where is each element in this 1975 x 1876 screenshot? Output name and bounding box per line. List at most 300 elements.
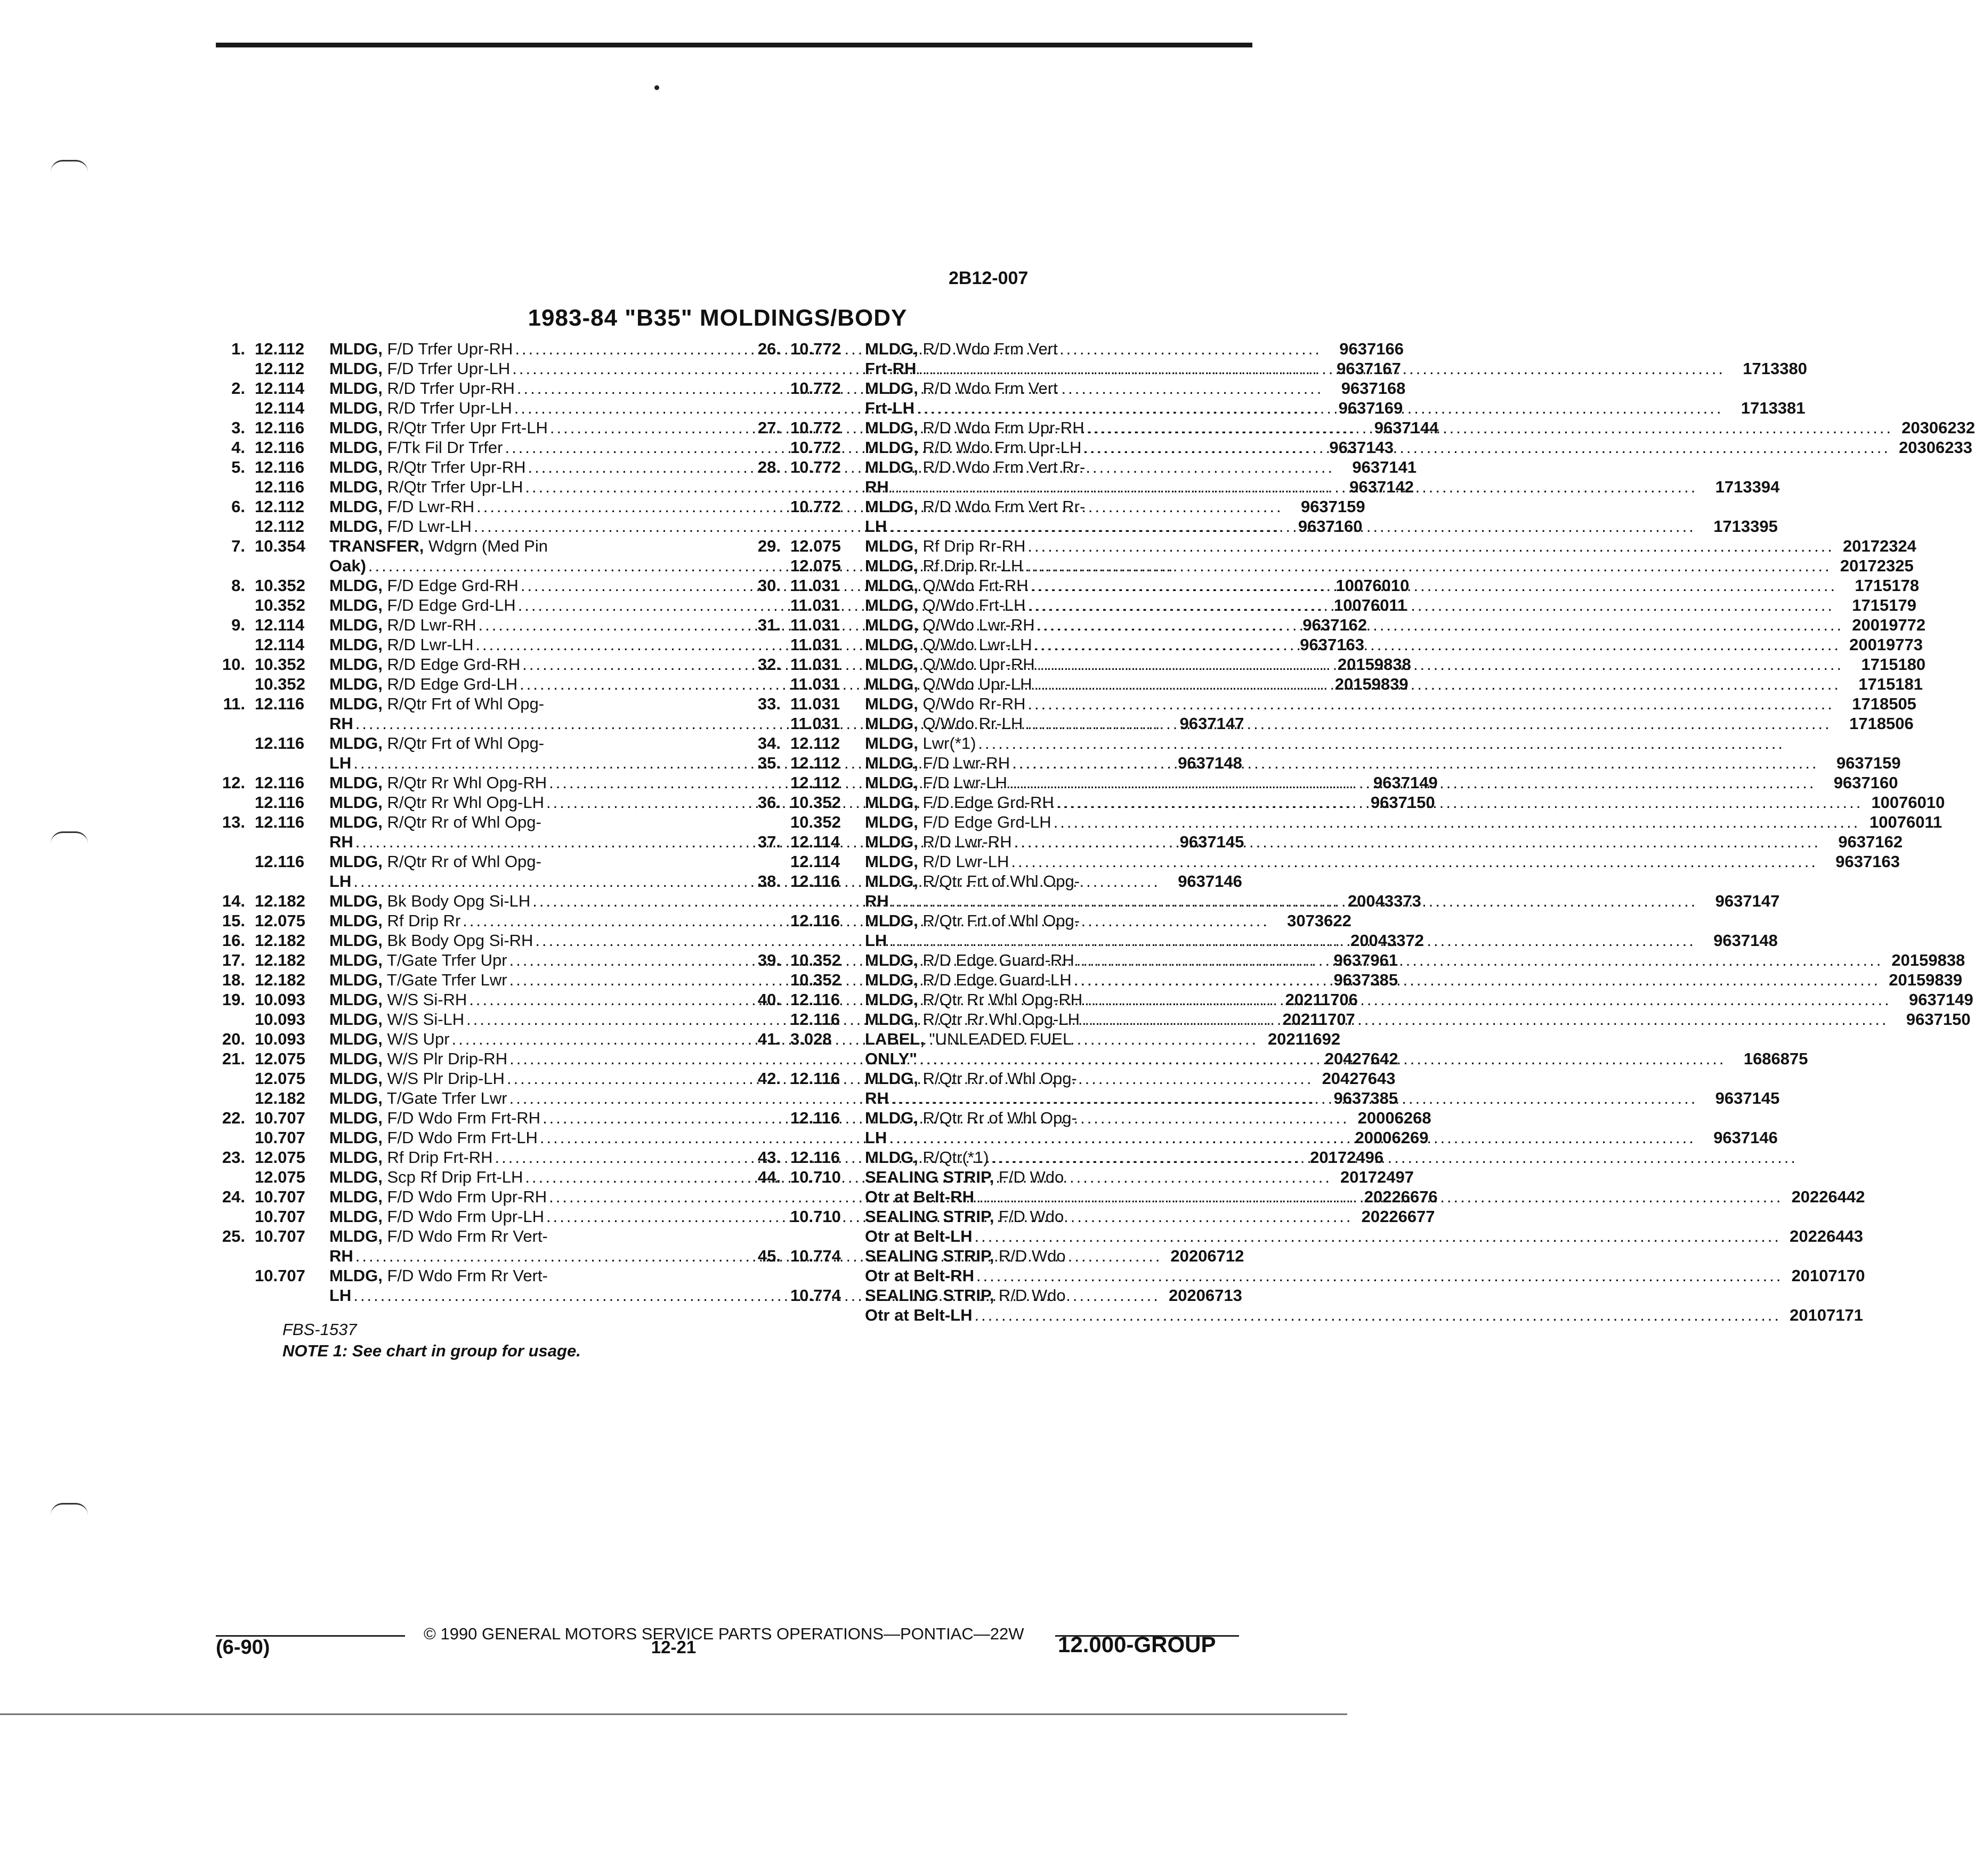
ref-number: 41.	[757, 1030, 781, 1048]
description-text	[865, 852, 1009, 871]
part-detail: Wdgrn (Med Pin	[424, 537, 548, 555]
part-number: 9637385	[1333, 971, 1398, 989]
ref-number	[743, 635, 781, 654]
parts-entry	[743, 1285, 1864, 1325]
leader-dots	[1031, 576, 1838, 595]
ref-number	[208, 1069, 245, 1088]
part-name: MLDG,	[329, 773, 383, 792]
part-name: MLDG,	[329, 339, 383, 358]
part-number: 9637169	[1338, 399, 1403, 417]
description-line	[865, 871, 1779, 891]
description-text	[329, 418, 548, 438]
part-detail: R/Qtr Rr of Whl Opg-	[918, 1069, 1077, 1088]
part-name: TRANSFER,	[329, 537, 424, 555]
part-name: MLDG,	[329, 1010, 383, 1029]
ref-number	[743, 773, 781, 793]
group-number: 12.116	[255, 694, 305, 713]
part-detail-continued: Oak)	[329, 556, 366, 575]
description-text	[329, 911, 460, 931]
part-name: MLDG,	[329, 576, 383, 595]
description-text	[865, 1167, 1064, 1187]
part-name: MLDG,	[865, 635, 918, 654]
part-detail: R/D Trfer Upr-LH	[382, 399, 512, 417]
ref-number: 18.	[222, 971, 245, 989]
part-name: MLDG,	[865, 418, 918, 437]
part-detail: T/Gate Trfer Lwr	[382, 971, 507, 989]
part-name: MLDG,	[865, 911, 918, 930]
ref-number	[208, 398, 245, 418]
part-description	[865, 1108, 1778, 1147]
ref-number	[208, 516, 245, 536]
ref-number	[743, 1009, 781, 1029]
ref-number: 29.	[757, 537, 781, 555]
leader-dots	[1034, 635, 1841, 654]
part-number: 20006268	[1357, 1109, 1431, 1127]
part-number: 9637160	[1833, 773, 1898, 792]
part-number: 9637166	[1339, 339, 1404, 358]
description-line	[865, 1069, 1779, 1088]
leader-dots	[1037, 615, 1844, 635]
ref-number	[208, 595, 245, 615]
group-number: 11.031	[790, 655, 840, 674]
description-text	[865, 457, 1085, 477]
part-detail: W/S Si-RH	[382, 990, 467, 1009]
leader-dots	[1074, 970, 1881, 990]
part-description	[865, 457, 1779, 497]
description-line	[865, 1049, 1808, 1069]
part-detail: Rf Drip Rr-RH	[918, 537, 1026, 555]
ref-number	[208, 1009, 245, 1029]
part-description	[865, 497, 1778, 536]
part-number: 20306233	[1899, 438, 1972, 457]
group-number: 12.116	[255, 418, 305, 437]
parts-entry	[743, 1147, 1260, 1167]
part-description	[865, 556, 1914, 576]
description-line	[865, 516, 1778, 536]
group-number: 12.112	[255, 359, 305, 378]
part-detail: Q/Wdo Upr-LH	[918, 675, 1032, 693]
part-detail-continued: RH	[865, 892, 889, 910]
part-name: MLDG,	[329, 438, 383, 457]
part-name: MLDG,	[865, 694, 918, 713]
group-number: 12.075	[790, 537, 841, 555]
leader-dots	[1027, 694, 1834, 714]
description-text	[865, 911, 1080, 931]
part-detail: R/Qtr Rr of Whl Opg-	[382, 852, 541, 871]
description-text	[329, 990, 467, 1009]
leader-dots	[891, 1088, 1698, 1108]
leader-dots	[1027, 595, 1834, 615]
description-text	[329, 477, 523, 497]
usage-note: NOTE 1: See chart in group for usage.	[282, 1341, 581, 1360]
part-name: MLDG,	[865, 616, 918, 634]
part-name: SEALING STRIP,	[865, 1168, 994, 1186]
ref-number	[743, 1108, 781, 1147]
part-name: MLDG,	[865, 793, 918, 812]
ref-number: 7.	[231, 537, 245, 555]
part-detail: R/D Edge Guard-RH	[918, 951, 1074, 969]
part-description	[865, 418, 1975, 438]
part-description	[865, 753, 1901, 773]
part-detail-continued: RH	[329, 832, 353, 851]
group-number: 12.116	[790, 1148, 840, 1167]
part-name: MLDG,	[865, 596, 918, 614]
group-number: 12.114	[255, 399, 305, 417]
part-detail: Bk Body Opg Si-LH	[382, 892, 531, 910]
description-text	[329, 457, 526, 477]
part-name: MLDG,	[329, 1148, 383, 1167]
parts-entry	[743, 694, 1916, 714]
part-detail: F/D Wdo Frm Frt-RH	[382, 1109, 541, 1127]
part-detail-continued: RH	[329, 714, 353, 733]
ref-number	[208, 1266, 245, 1305]
part-description	[865, 793, 1945, 812]
group-number: 12.116	[255, 813, 305, 831]
description-line	[865, 1266, 1865, 1285]
description-line	[865, 654, 1925, 674]
description-text	[865, 339, 1058, 359]
part-detail-continued: Otr at Belt-RH	[865, 1187, 974, 1206]
description-line	[865, 733, 1867, 753]
part-detail: Q/Wdo Frt-LH	[918, 596, 1026, 614]
description-line	[865, 1167, 1865, 1187]
part-detail-continued: Frt-RH	[865, 359, 917, 378]
part-detail: F/D Edge Grd-RH	[918, 793, 1054, 812]
part-name: MLDG,	[329, 1049, 383, 1068]
description-line	[865, 753, 1901, 773]
group-number: 12.182	[255, 892, 305, 910]
description-text	[865, 793, 1054, 812]
part-detail: R/Qtr Rr of Whl Opg-	[382, 813, 541, 831]
part-detail-continued: RH	[865, 478, 889, 496]
part-number: 20159838	[1891, 951, 1965, 969]
group-number: 12.116	[255, 734, 305, 753]
ref-number	[743, 556, 781, 576]
description-text	[329, 536, 548, 556]
description-text	[865, 970, 1072, 990]
part-name: MLDG,	[329, 399, 383, 417]
part-detail: F/D Lwr-RH	[918, 754, 1010, 772]
part-description	[865, 990, 1973, 1009]
description-text	[865, 714, 1023, 733]
ref-number	[208, 1128, 245, 1147]
part-name: MLDG,	[329, 1109, 383, 1127]
ref-number: 27.	[757, 418, 781, 437]
part-number: 20206713	[1168, 1286, 1242, 1305]
part-description	[865, 950, 1965, 970]
part-description	[865, 733, 1867, 753]
ref-number: 2.	[231, 379, 245, 398]
catalog-code: 2B12-007	[949, 268, 1029, 288]
group-number: 10.352	[790, 793, 841, 812]
part-detail: R/Qtr Trfer Upr-RH	[382, 458, 526, 476]
group-number: 10.772	[790, 379, 841, 398]
part-name: MLDG,	[865, 990, 918, 1009]
part-description	[865, 1029, 1808, 1069]
group-number: 10.093	[255, 990, 305, 1009]
part-name: MLDG,	[329, 635, 383, 654]
group-number: 12.116	[790, 1069, 840, 1088]
part-detail: F/D Wdo Frm Rr Vert-	[382, 1266, 548, 1285]
leader-dots	[1087, 418, 1893, 438]
description-text	[865, 733, 976, 753]
top-rule	[216, 43, 1252, 47]
description-line	[865, 1009, 1971, 1029]
part-name: MLDG,	[865, 813, 918, 831]
part-name: MLDG,	[865, 458, 918, 476]
part-detail: R/D Wdo Frm Upr-LH	[918, 438, 1082, 457]
part-detail: Q/Wdo Lwr-RH	[918, 616, 1035, 634]
part-detail-continued: LH	[329, 754, 352, 772]
description-text	[329, 1207, 544, 1226]
description-text	[329, 733, 544, 753]
ref-number: 20.	[222, 1030, 245, 1048]
binding-mark	[51, 831, 88, 844]
ref-number: 35.	[757, 754, 781, 772]
description-text	[329, 654, 520, 674]
part-detail: T/Gate Trfer Lwr	[382, 1089, 507, 1107]
part-number: 9637146	[1178, 872, 1242, 891]
description-text	[865, 674, 1032, 694]
part-name: MLDG,	[865, 438, 918, 457]
ref-number	[743, 1207, 781, 1246]
notes	[282, 1319, 581, 1362]
part-number: 9637163	[1835, 852, 1900, 871]
part-detail: R/Qtr Frt of Whl Opg-	[918, 911, 1080, 930]
part-detail: R/D Wdo Frm Vert Rr-	[918, 497, 1086, 516]
part-description	[865, 832, 1903, 852]
description-line	[865, 477, 1779, 497]
part-description	[865, 595, 1916, 615]
part-name: LABEL,	[865, 1030, 925, 1048]
part-detail: F/D Edge Grd-RH	[382, 576, 519, 595]
part-detail: Q/Wdo Frt-RH	[918, 576, 1029, 595]
part-detail: R/D Wdo	[994, 1286, 1066, 1305]
part-name: MLDG,	[329, 616, 383, 634]
group-number: 12.112	[255, 517, 305, 536]
description-text	[865, 1207, 1064, 1226]
leader-dots	[891, 477, 1698, 497]
part-detail: Scp Rf Drip Frt-LH	[382, 1168, 523, 1186]
part-name: MLDG,	[865, 497, 918, 516]
part-number: 9637168	[1341, 379, 1406, 398]
group-number: 12.075	[255, 1148, 305, 1167]
description-line	[865, 595, 1916, 615]
part-number: 20211706	[1285, 990, 1358, 1009]
part-name: MLDG,	[329, 852, 383, 871]
description-text	[865, 576, 1029, 595]
leader-dots	[1084, 990, 1891, 1009]
group-number: 11.031	[790, 675, 840, 693]
ref-number	[208, 1088, 245, 1108]
description-text	[329, 398, 512, 418]
part-name: MLDG,	[865, 379, 918, 398]
ref-number: 12.	[222, 773, 245, 792]
part-number: 9637162	[1302, 616, 1367, 634]
description-text	[865, 694, 1025, 714]
part-detail: R/D Lwr-RH	[918, 832, 1012, 851]
leader-dots	[975, 1305, 1782, 1325]
leader-dots	[978, 733, 1785, 753]
part-detail-continued: LH	[865, 1128, 887, 1147]
leader-dots	[1082, 1009, 1889, 1029]
group-number: 10.707	[255, 1207, 305, 1226]
ref-number: 33.	[757, 694, 781, 713]
part-number: 20043373	[1347, 892, 1421, 910]
group-number: 10.707	[255, 1128, 305, 1147]
part-name: SEALING STRIP,	[865, 1286, 994, 1305]
part-detail: R/D Wdo Frm Vert Rr-	[918, 458, 1086, 476]
ref-number: 4.	[231, 438, 245, 457]
description-text	[329, 339, 513, 359]
description-text	[329, 1029, 450, 1049]
part-detail: R/D Edge Guard-LH	[918, 971, 1072, 989]
part-name: MLDG,	[865, 773, 918, 792]
description-text	[329, 1266, 548, 1285]
ref-number	[208, 793, 245, 812]
part-name: MLDG,	[329, 971, 383, 989]
leader-dots	[1009, 773, 1816, 793]
description-text	[865, 615, 1035, 635]
part-name: MLDG,	[329, 655, 383, 674]
description-line	[865, 1128, 1778, 1147]
part-detail: R/Qtr Rr of Whl Opg-	[918, 1109, 1077, 1127]
description-text	[865, 1285, 1066, 1305]
part-description	[865, 1009, 1971, 1029]
group-number: 10.352	[790, 813, 841, 831]
ref-number: 28.	[757, 458, 781, 476]
ref-number: 45.	[757, 1247, 781, 1265]
part-number: 9637167	[1337, 359, 1401, 378]
group-number: 12.075	[790, 556, 841, 575]
ref-number: 14.	[222, 892, 245, 910]
description-text	[865, 635, 1032, 654]
leader-dots	[918, 359, 1725, 378]
group-number: 12.112	[790, 734, 840, 753]
part-name: MLDG,	[329, 892, 383, 910]
part-number: 9637159	[1836, 754, 1901, 772]
leader-dots	[891, 891, 1698, 911]
description-text	[865, 536, 1025, 556]
ref-number: 36.	[757, 793, 781, 812]
group-number: 12.114	[790, 832, 840, 851]
part-name: MLDG,	[865, 339, 918, 358]
binding-mark	[51, 1503, 88, 1515]
description-text	[865, 812, 1051, 832]
part-number: 20159838	[1337, 655, 1411, 674]
description-text	[865, 1108, 1077, 1128]
group-number: 10.352	[255, 675, 305, 693]
part-number: 9637147	[1179, 714, 1244, 733]
part-detail: Rf Drip Rr-LH	[918, 556, 1023, 575]
description-text	[329, 1147, 493, 1167]
group-number: 11.031	[790, 596, 840, 614]
ref-number: 26.	[757, 339, 781, 358]
part-detail: R/Qtr Rr Whl Opg-LH	[918, 1010, 1080, 1029]
part-number: 20226676	[1364, 1187, 1438, 1206]
part-name: MLDG,	[329, 478, 383, 496]
description-line	[865, 438, 1972, 457]
part-detail: R/D Wdo Frm Vert	[918, 379, 1058, 398]
part-number: 10076010	[1871, 793, 1945, 812]
part-name: MLDG,	[329, 1168, 383, 1186]
description-text	[329, 812, 541, 832]
group-number: 12.116	[790, 1109, 840, 1127]
leader-dots	[1034, 674, 1841, 694]
part-detail: R/Qtr(*1)	[918, 1148, 989, 1167]
part-detail: F/D Wdo Frm Frt-LH	[382, 1128, 538, 1147]
part-detail: F/D Wdo Frm Rr Vert-	[382, 1227, 548, 1246]
leader-dots	[1027, 536, 1834, 556]
group-number: 12.116	[255, 438, 305, 457]
part-detail: F/D Lwr-LH	[382, 517, 472, 536]
ref-number	[743, 595, 781, 615]
page-title: 1983-84 "B35" MOLDINGS/BODY	[528, 305, 908, 331]
part-description	[865, 871, 1779, 911]
group-number: 10.772	[790, 418, 841, 437]
group-number: 10.093	[255, 1010, 305, 1029]
part-detail: T/Gate Trfer Upr	[382, 951, 507, 969]
part-detail: W/S Plr Drip-RH	[382, 1049, 508, 1068]
description-text	[329, 516, 472, 536]
part-name: MLDG,	[865, 971, 918, 989]
part-name: MLDG,	[329, 951, 383, 969]
description-text	[865, 1147, 989, 1167]
description-line	[865, 714, 1914, 733]
description-text	[329, 1009, 464, 1029]
part-description	[865, 1069, 1779, 1108]
part-number: 9637146	[1713, 1128, 1778, 1147]
group-number: 12.182	[255, 971, 305, 989]
parts-entry	[743, 536, 1916, 556]
part-detail: F/D Wdo Frm Upr-LH	[382, 1207, 544, 1226]
part-detail: R/D Lwr-LH	[382, 635, 474, 654]
description-line	[865, 990, 1973, 1009]
description-line	[865, 536, 1916, 556]
description-text	[865, 418, 1084, 438]
part-number: 1713395	[1713, 517, 1778, 536]
part-name: MLDG,	[329, 990, 383, 1009]
ref-number	[743, 497, 781, 536]
leader-dots	[1056, 793, 1863, 812]
description-text	[329, 970, 507, 990]
part-description	[865, 694, 1916, 714]
part-name: MLDG,	[329, 1069, 383, 1088]
part-detail-continued: LH	[329, 872, 352, 891]
part-description	[865, 773, 1898, 793]
part-detail: Bk Body Opg Si-RH	[382, 931, 533, 950]
bottom-rule	[0, 1713, 1347, 1715]
description-line	[865, 378, 1806, 398]
ref-number	[743, 674, 781, 694]
description-text	[865, 595, 1025, 615]
part-detail-continued: LH	[329, 1286, 352, 1305]
part-number: 9637143	[1329, 438, 1394, 457]
ref-number: 37.	[757, 832, 781, 851]
description-line	[865, 1147, 1880, 1167]
description-text	[329, 438, 503, 457]
part-number: 10076011	[1869, 813, 1942, 831]
ref-number: 43.	[757, 1148, 781, 1167]
group-number: 12.182	[255, 951, 305, 969]
revision-date: (6-90)	[216, 1636, 270, 1659]
group-number: 12.116	[790, 1010, 840, 1029]
fbs-reference: FBS-1537	[282, 1320, 357, 1339]
part-detail-continued: ONLY"	[865, 1049, 917, 1068]
description-text	[329, 950, 507, 970]
description-text	[329, 1049, 507, 1069]
ref-number: 42.	[757, 1069, 781, 1088]
